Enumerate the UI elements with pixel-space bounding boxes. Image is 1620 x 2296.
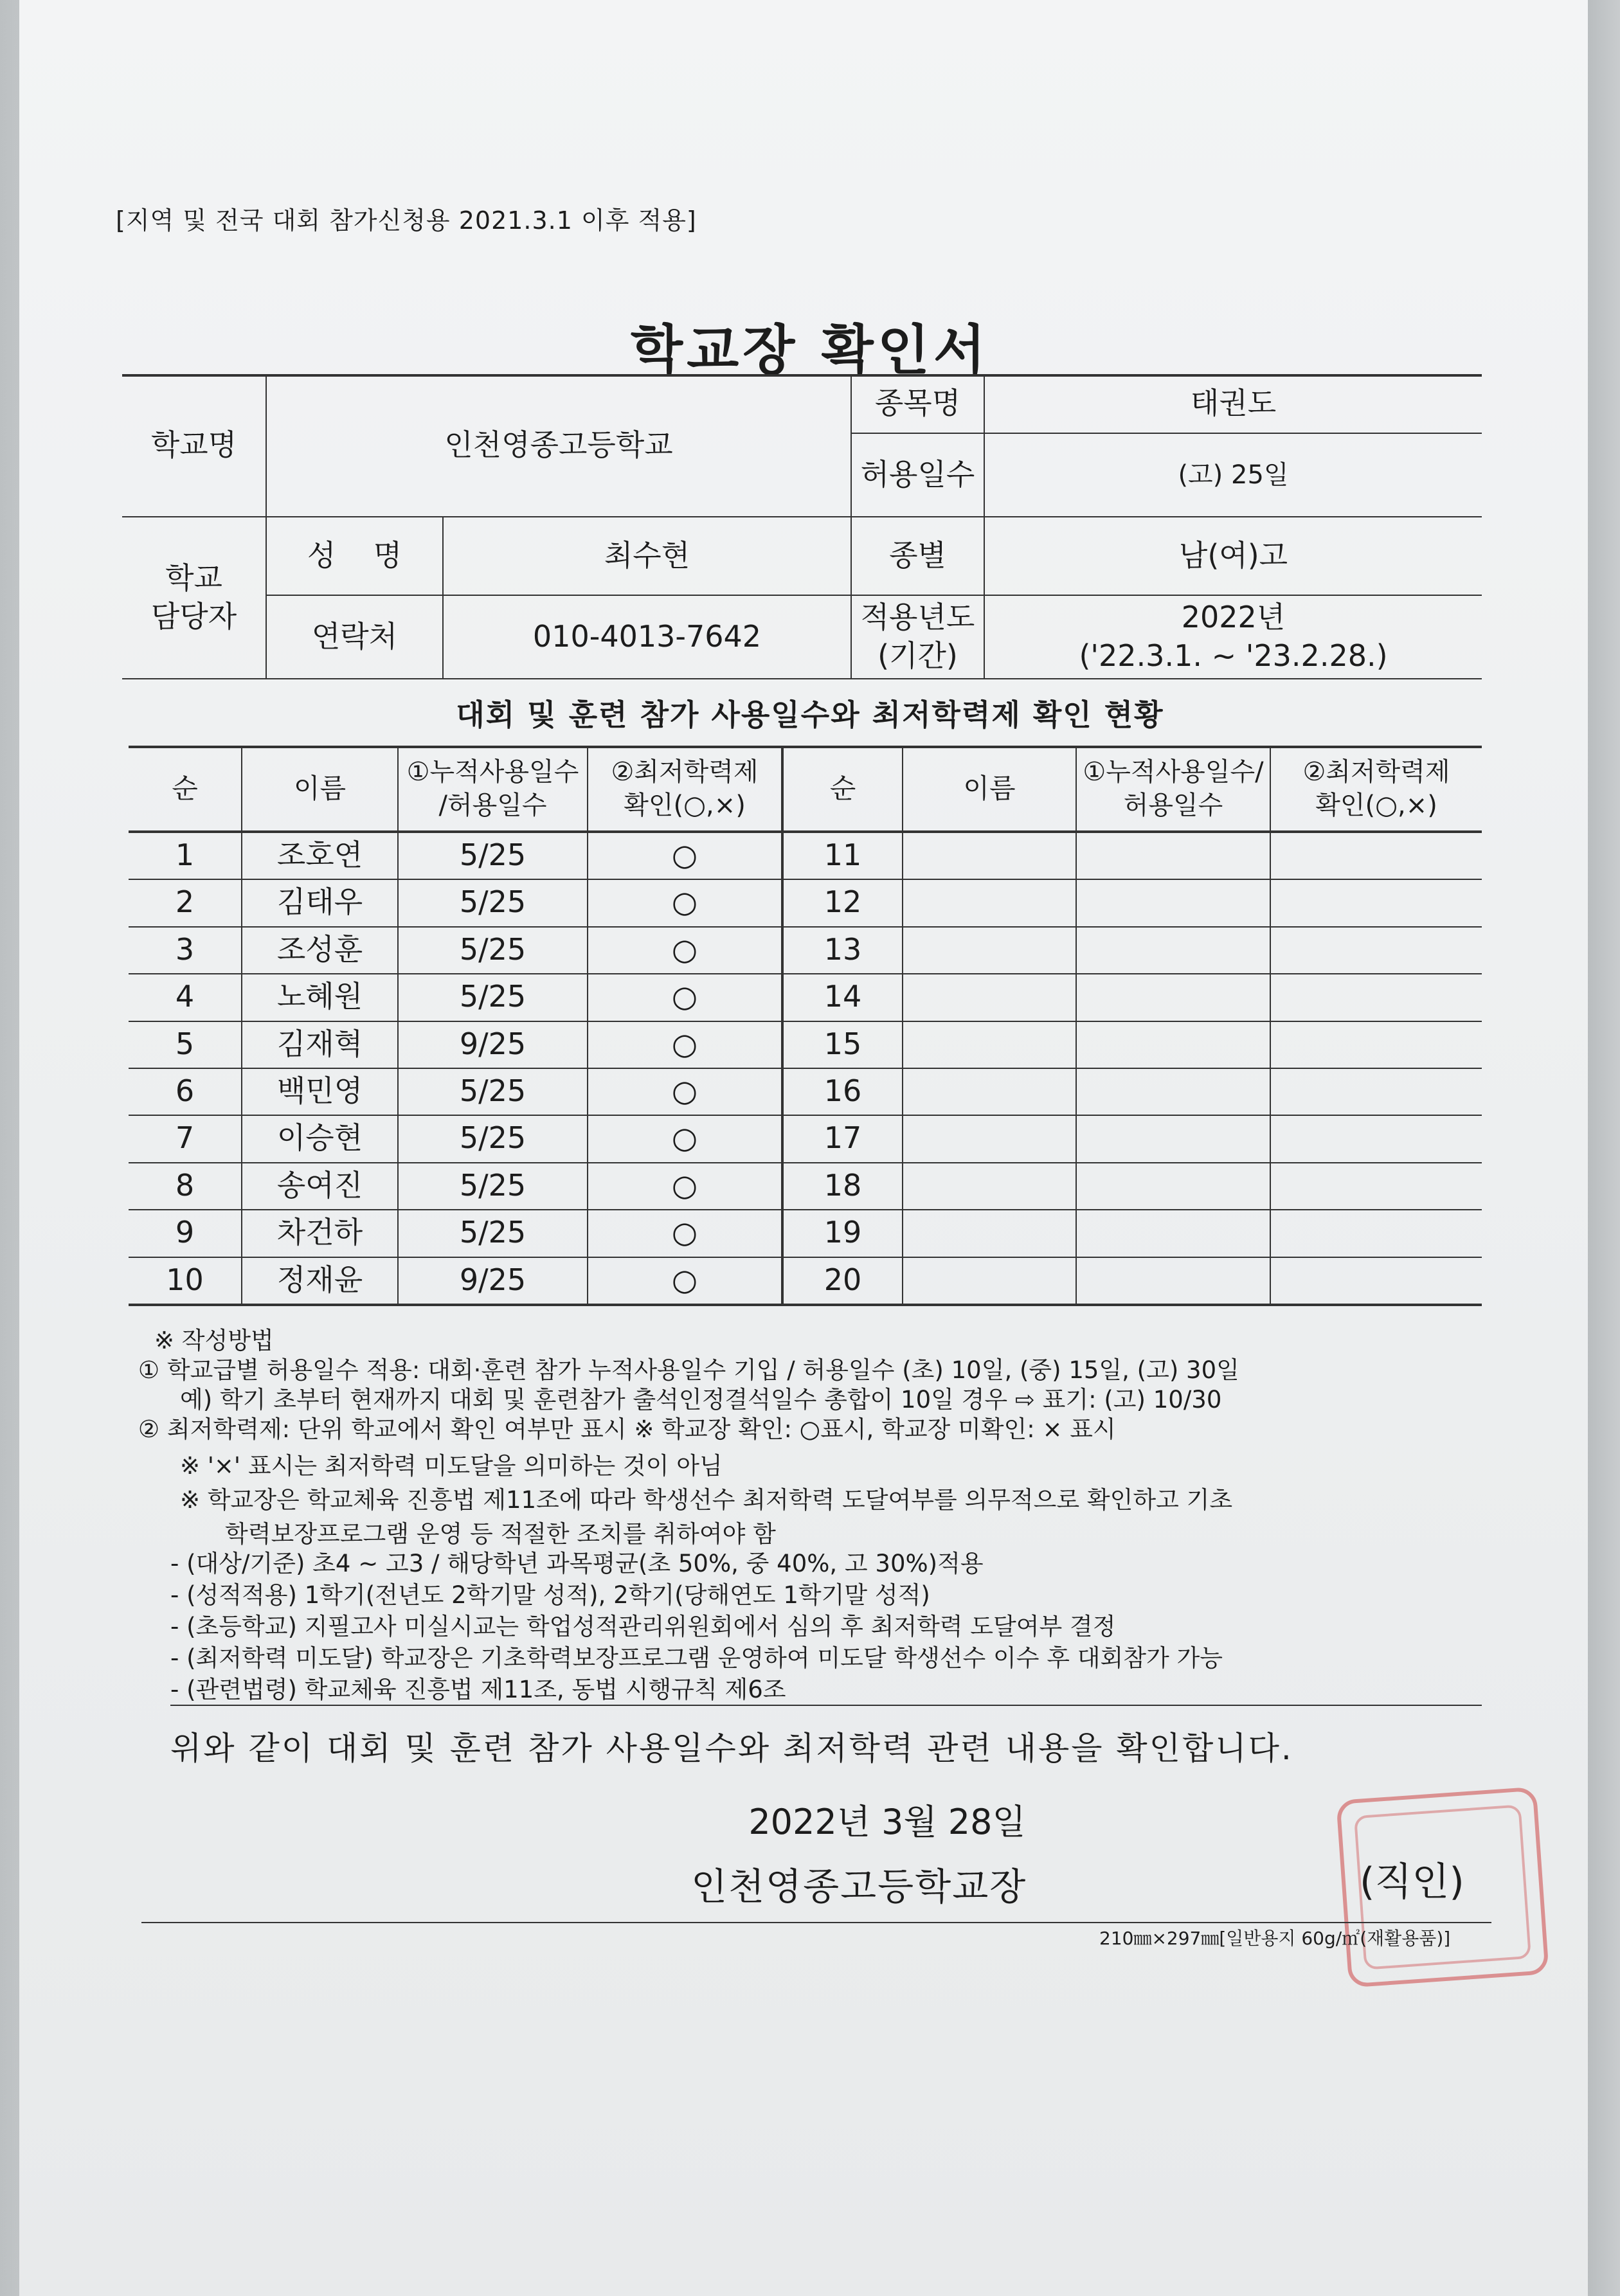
section-title: 대회 및 훈련 참가 사용일수와 최저학력제 확인 현황 [456, 697, 1164, 732]
cell-no: 2 [175, 884, 195, 919]
contact-label: 연락처 [311, 619, 398, 654]
cell-empty [1271, 1021, 1482, 1068]
manager-label: 학교 담당자 [150, 561, 237, 634]
cell-empty [1271, 926, 1482, 973]
cell-no2: 18 [824, 1167, 862, 1203]
note-line: 예) 학기 초부터 현재까지 대회 및 훈련참가 출석인정결석일수 총합이 10일 경우 ⇨ 표기: (고) 10/30 [180, 1386, 1222, 1413]
cell-name: 백민영 [276, 1073, 363, 1108]
cell-no2: 11 [824, 837, 862, 872]
cell-check: ○ [671, 884, 698, 919]
allowed-days-value: (고) 25일 [1178, 460, 1289, 490]
cell-no: 6 [175, 1073, 195, 1108]
cell-no: 9 [175, 1214, 195, 1250]
sport-label: 종목명 [874, 385, 961, 420]
cell-empty [903, 926, 1076, 973]
contact-value: 010-4013-7642 [532, 619, 762, 654]
cell-name: 김태우 [276, 884, 363, 919]
cell-empty [1077, 1068, 1270, 1115]
note-line: - (관련법령) 학교체육 진흥법 제11조, 동법 시행규칙 제6조 [170, 1676, 786, 1703]
note-line: 학력보장프로그램 운영 등 적절한 조치를 취하여야 함 [225, 1520, 776, 1548]
cell-no2: 13 [824, 931, 862, 967]
note-line: - (대상/기준) 초4 ~ 고3 / 해당학년 과목평균(초 50%, 중 40%, 고 30%)적용 [170, 1550, 984, 1577]
cell-empty [1077, 1021, 1270, 1068]
cell-empty [903, 832, 1076, 879]
year-label: 적용년도 (기간) [860, 600, 975, 673]
note-line: - (성적적용) 1학기(전년도 2학기말 성적), 2학기(당해연도 1학기말 성적) [170, 1581, 930, 1609]
gender-label: 종별 [889, 538, 946, 573]
cell-empty [1271, 879, 1482, 926]
cell-empty [1077, 1209, 1270, 1256]
cell-no: 8 [175, 1167, 195, 1203]
cell-empty [1077, 926, 1270, 973]
col-header-days-2: ①누적사용일수/ 허용일수 [1083, 757, 1264, 820]
seal-label: (직인) [1360, 1860, 1464, 1905]
cell-no2: 15 [824, 1026, 862, 1061]
cell-days: 5/25 [459, 978, 526, 1014]
cell-name: 노혜원 [276, 978, 363, 1014]
cell-no2: 19 [824, 1214, 862, 1250]
header-note: [지역 및 전국 대회 참가신청용 2021.3.1 이후 적용] [116, 206, 697, 235]
manager-name: 최수현 [604, 538, 690, 573]
cell-name: 이승현 [276, 1120, 363, 1155]
sport-value: 태권도 [1190, 385, 1277, 420]
cell-no: 5 [175, 1026, 195, 1061]
cell-days: 5/25 [459, 1167, 526, 1203]
note-line: - (최저학력 미도달) 학교장은 기초학력보장프로그램 운영하여 미도달 학생선수 이수 후 대회참가 가능 [170, 1644, 1223, 1672]
cell-empty [1271, 1209, 1482, 1256]
col-header-no: 순 [172, 772, 198, 804]
document-title: 학교장 확인서 [630, 319, 990, 382]
cell-no2: 20 [824, 1262, 862, 1297]
col-header-name: 이름 [293, 772, 346, 804]
cell-empty [1271, 1115, 1482, 1161]
year-value: 2022년 [1181, 600, 1286, 635]
cell-empty [1271, 973, 1482, 1020]
col-header-check: ②최저학력제 확인(○,×) [611, 757, 759, 820]
cell-empty [1271, 1068, 1482, 1115]
cell-check: ○ [671, 1167, 698, 1203]
note-line: - (초등학교) 지필고사 미실시교는 학업성적관리위원회에서 심의 후 최저학력 도달여부 결정 [170, 1613, 1116, 1640]
footer-divider [141, 1922, 1491, 1923]
cell-empty [1271, 1257, 1482, 1304]
cell-name: 조호연 [276, 837, 363, 872]
col-header-name-2: 이름 [963, 772, 1016, 804]
cell-check: ○ [671, 1026, 698, 1061]
cell-check: ○ [671, 931, 698, 967]
cell-empty [903, 1021, 1076, 1068]
cell-check: ○ [671, 1214, 698, 1250]
cell-check: ○ [671, 837, 698, 872]
cell-name: 차건하 [276, 1214, 363, 1250]
cell-empty [1077, 1162, 1270, 1209]
cell-empty [903, 1209, 1076, 1256]
cell-empty [903, 1257, 1076, 1304]
note-line: ② 최저학력제: 단위 학교에서 확인 여부만 표시 ※ 학교장 확인: ○표시, 학교장 미확인: × 표시 [138, 1415, 1116, 1443]
period-value: ('22.3.1. ~ '23.2.28.) [1079, 638, 1388, 673]
cell-empty [903, 879, 1076, 926]
note-line: ① 학교급별 허용일수 적용: 대회·훈련 참가 누적사용일수 기입 / 허용일수 (초) 10일, (중) 15일, (고) 30일 [138, 1356, 1239, 1384]
cell-empty [903, 973, 1076, 1020]
name-label: 성 명 [307, 538, 402, 573]
cell-empty [903, 1162, 1076, 1209]
cell-no: 3 [175, 931, 195, 967]
cell-empty [1077, 973, 1270, 1020]
cell-check: ○ [671, 1073, 698, 1108]
cell-no: 7 [175, 1120, 195, 1155]
cell-name: 조성훈 [276, 931, 363, 967]
cell-days: 5/25 [459, 1120, 526, 1155]
signer-name: 인천영종고등학교장 [691, 1865, 1027, 1908]
col-header-check-2: ②최저학력제 확인(○,×) [1302, 757, 1450, 820]
cell-empty [1271, 1162, 1482, 1209]
school-label: 학교명 [150, 427, 237, 462]
cell-empty [1271, 832, 1482, 879]
cell-empty [903, 1115, 1076, 1161]
cell-check: ○ [671, 1120, 698, 1155]
cell-days: 5/25 [459, 837, 526, 872]
cell-empty [1077, 832, 1270, 879]
cell-empty [903, 1068, 1076, 1115]
cell-name: 정재윤 [276, 1262, 363, 1297]
cell-no: 10 [166, 1262, 204, 1297]
cell-days: 9/25 [459, 1026, 526, 1061]
cell-no: 1 [175, 837, 195, 872]
cell-check: ○ [671, 978, 698, 1014]
cell-days: 5/25 [459, 931, 526, 967]
cell-empty [1077, 1115, 1270, 1161]
col-header-days: ①누적사용일수 /허용일수 [406, 757, 579, 820]
issue-date: 2022년 3월 28일 [748, 1802, 1026, 1842]
note-line: ※ 작성방법 [154, 1327, 274, 1354]
cell-no2: 16 [824, 1073, 862, 1108]
cell-no2: 14 [824, 978, 862, 1014]
cell-name: 김재혁 [276, 1026, 363, 1061]
cell-name: 송여진 [276, 1167, 363, 1203]
gender-value: 남(여)고 [1178, 538, 1288, 573]
allowed-days-label: 허용일수 [860, 457, 975, 492]
cell-empty [1077, 879, 1270, 926]
cell-empty [1077, 1257, 1270, 1304]
note-line: ※ 학교장은 학교체육 진흥법 제11조에 따라 학생선수 최저학력 도달여부를 의무적으로 확인하고 기초 [180, 1486, 1233, 1514]
cell-no2: 17 [824, 1120, 862, 1155]
closing-statement: 위와 같이 대회 및 훈련 참가 사용일수와 최저학력 관련 내용을 확인합니다. [170, 1730, 1293, 1767]
cell-check: ○ [671, 1262, 698, 1297]
school-name: 인천영종고등학교 [444, 427, 673, 462]
paper-spec: 210㎜×297㎜[일반용지 60g/㎡(재활용품)] [1099, 1928, 1451, 1949]
cell-no: 4 [175, 978, 195, 1014]
year-cell [985, 596, 1482, 678]
cell-days: 9/25 [459, 1262, 526, 1297]
cell-days: 5/25 [459, 1214, 526, 1250]
note-line: ※ '×' 표시는 최저학력 미도달을 의미하는 것이 아님 [180, 1452, 723, 1480]
cell-days: 5/25 [459, 1073, 526, 1108]
cell-no2: 12 [824, 884, 862, 919]
cell-days: 5/25 [459, 884, 526, 919]
col-header-no-2: 순 [829, 772, 856, 804]
